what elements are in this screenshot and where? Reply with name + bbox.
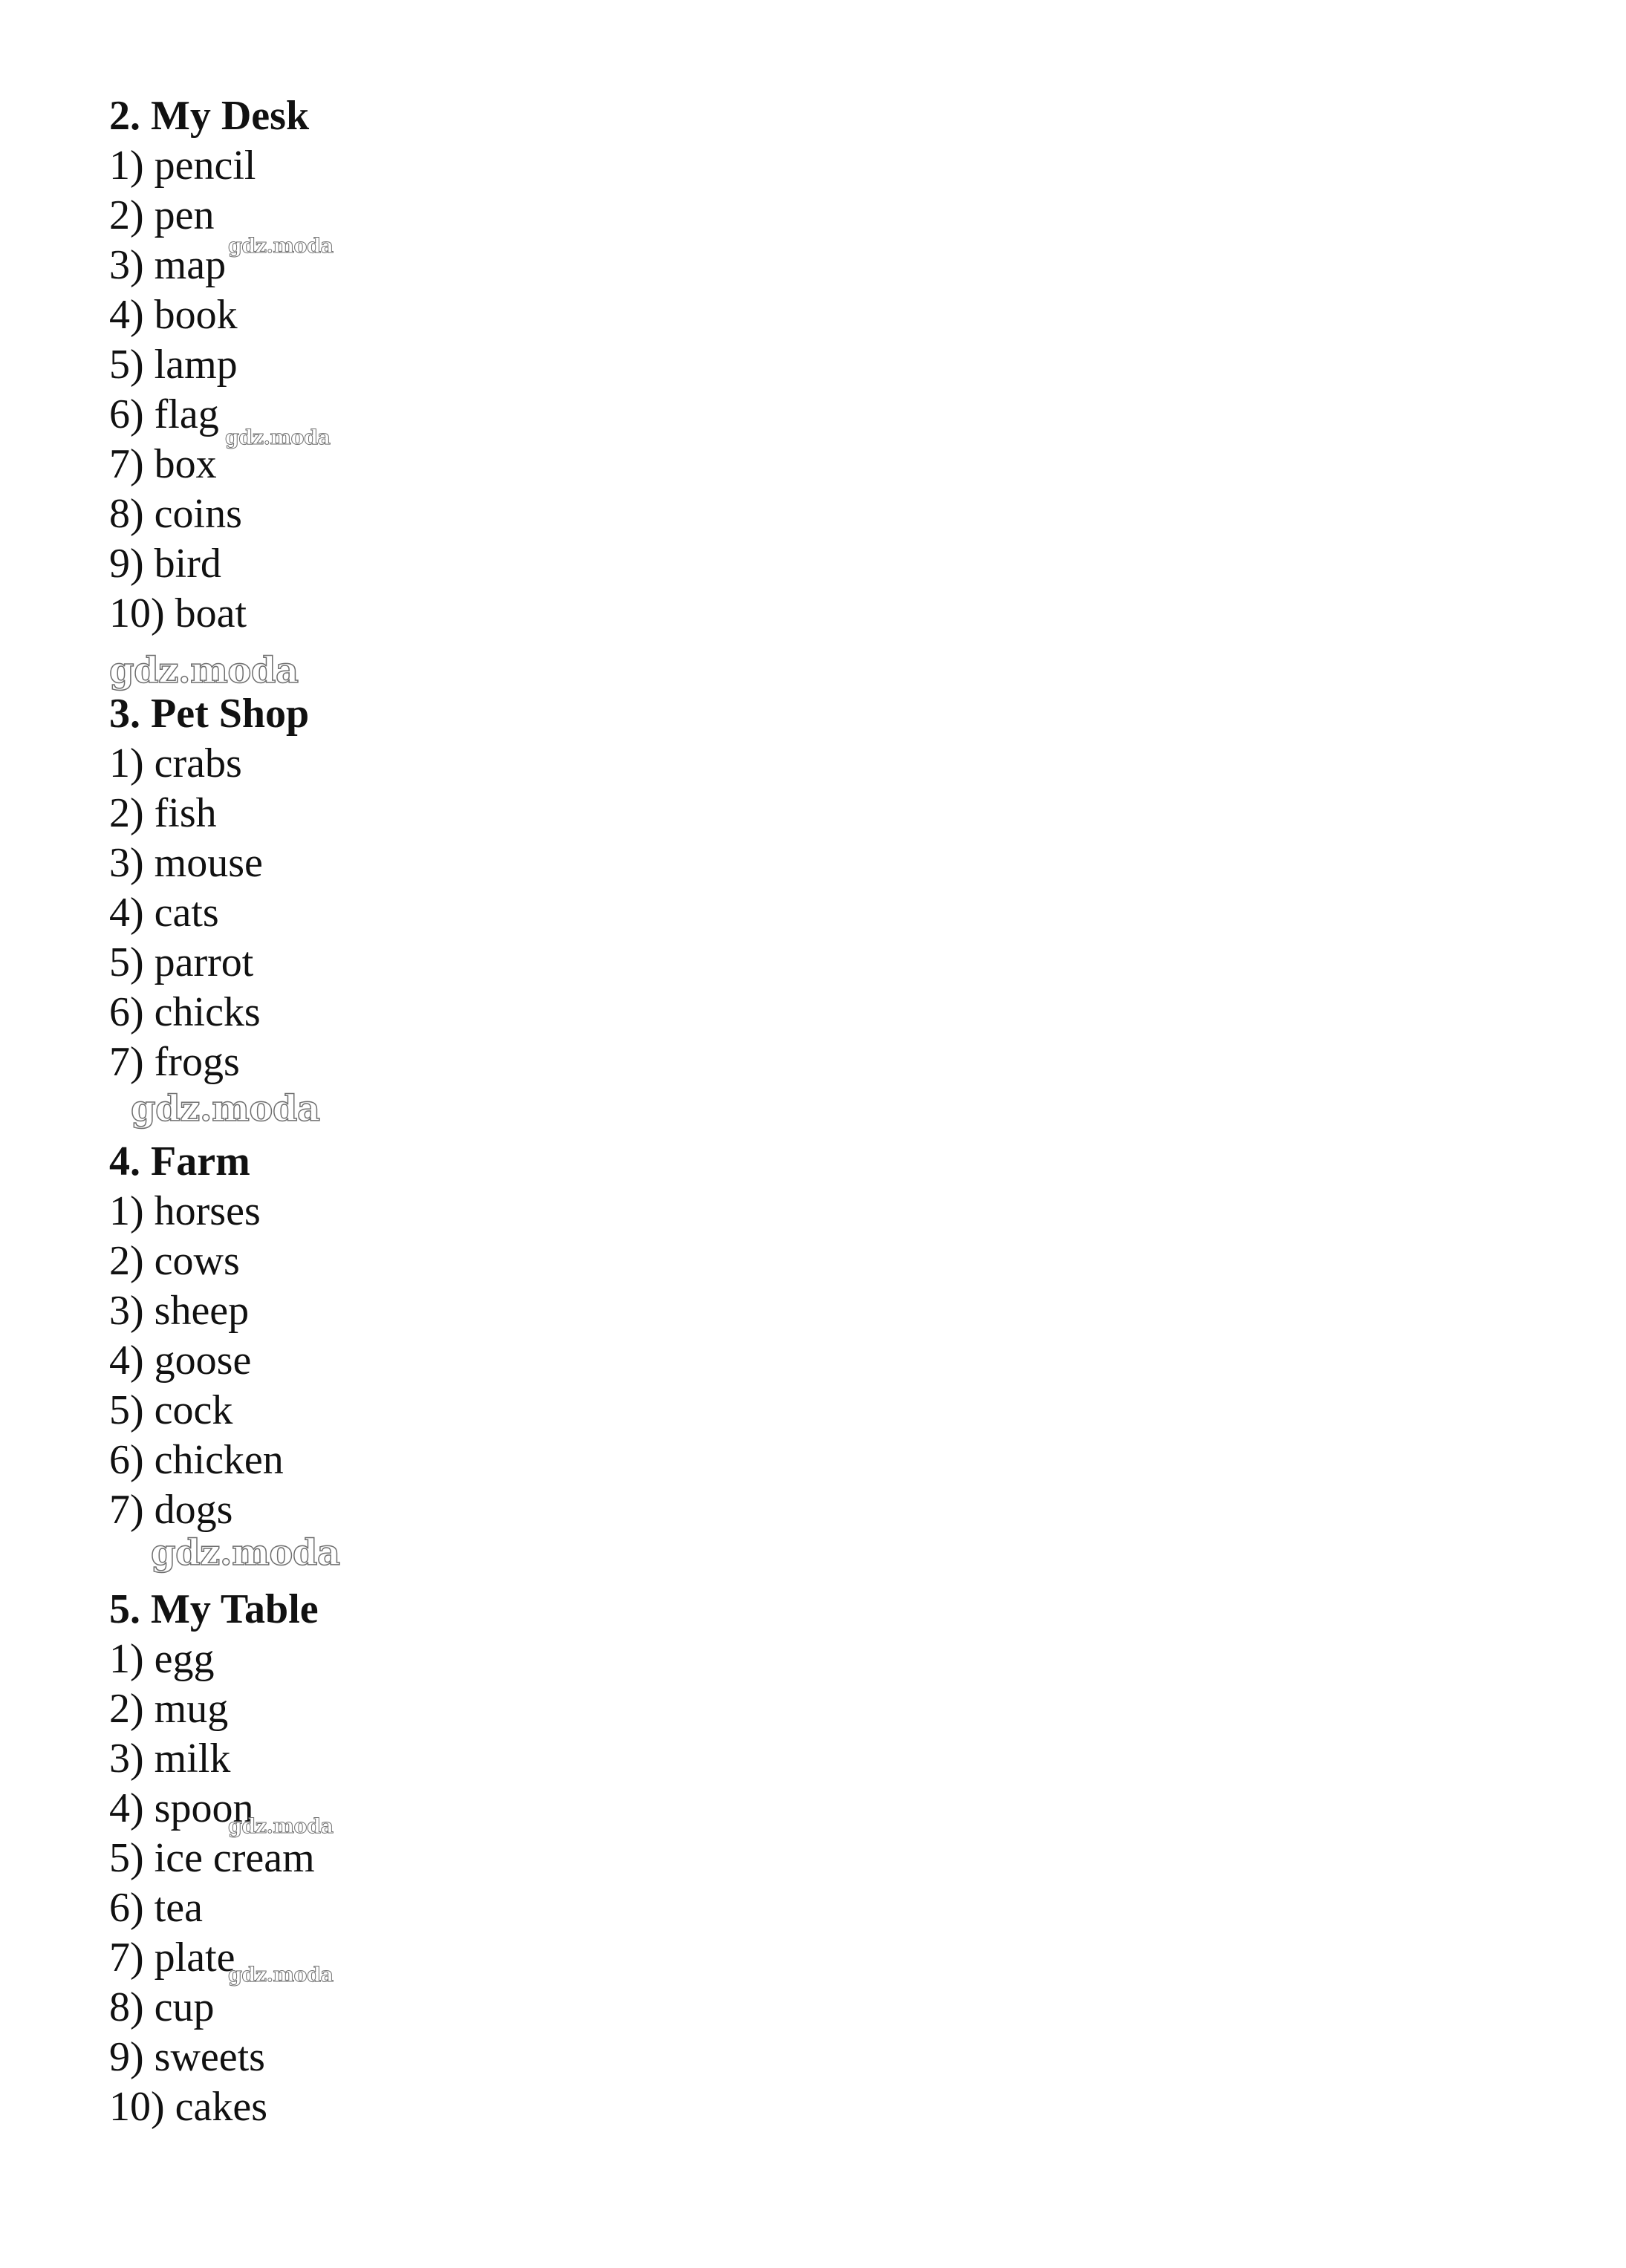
- list-item: 9) sweets: [109, 2034, 265, 2080]
- list-item: 4) goose: [109, 1337, 252, 1384]
- list-item: 4) cats: [109, 890, 219, 936]
- list-item: 3) mouse: [109, 840, 263, 886]
- section-heading: 4. Farm: [109, 1138, 250, 1184]
- list-item: 1) horses: [109, 1188, 261, 1234]
- list-item: 1) crabs: [109, 740, 242, 786]
- list-item: 4) spoon: [109, 1785, 254, 1831]
- list-item: 4) book: [109, 292, 238, 338]
- list-item: 6) tea: [109, 1885, 203, 1931]
- watermark: gdz.moda: [228, 1815, 334, 1838]
- list-item: 10) boat: [109, 590, 247, 636]
- watermark: gdz.moda: [131, 1088, 320, 1130]
- watermark: gdz.moda: [228, 235, 334, 258]
- list-item: 1) pencil: [109, 143, 256, 189]
- list-item: 3) map: [109, 242, 227, 288]
- list-item: 7) dogs: [109, 1487, 233, 1533]
- list-item: 8) cup: [109, 1984, 215, 2030]
- watermark: gdz.moda: [228, 1964, 334, 1987]
- list-item: 6) flag: [109, 391, 219, 437]
- list-item: 5) lamp: [109, 342, 238, 388]
- list-item: 2) pen: [109, 192, 215, 238]
- list-item: 7) frogs: [109, 1039, 240, 1085]
- list-item: 3) sheep: [109, 1288, 250, 1334]
- list-item: 5) parrot: [109, 939, 254, 985]
- list-item: 10) cakes: [109, 2084, 268, 2130]
- list-item: 5) ice cream: [109, 1835, 315, 1881]
- list-item: 7) plate: [109, 1935, 235, 1981]
- watermark: gdz.moda: [225, 426, 331, 449]
- list-item: 6) chicken: [109, 1437, 284, 1483]
- list-item: 8) coins: [109, 491, 242, 537]
- list-item: 2) cows: [109, 1238, 240, 1284]
- section-heading: 5. My Table: [109, 1586, 319, 1632]
- watermark: gdz.moda: [109, 650, 299, 691]
- list-item: 6) chicks: [109, 989, 261, 1035]
- list-item: 2) mug: [109, 1686, 229, 1732]
- section-heading: 2. My Desk: [109, 93, 310, 139]
- list-item: 1) egg: [109, 1636, 215, 1682]
- list-item: 5) cock: [109, 1387, 233, 1433]
- list-item: 2) fish: [109, 790, 217, 836]
- watermark: gdz.moda: [151, 1532, 340, 1574]
- list-item: 9) bird: [109, 541, 221, 587]
- list-item: 7) box: [109, 441, 217, 487]
- list-item: 3) milk: [109, 1736, 231, 1782]
- section-heading: 3. Pet Shop: [109, 691, 310, 737]
